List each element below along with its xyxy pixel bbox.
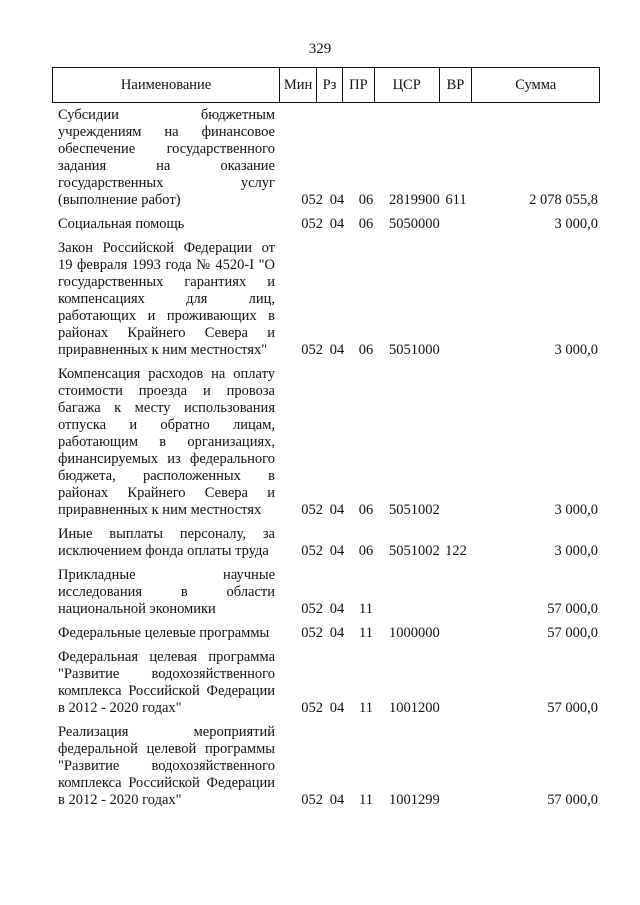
row-pr: 11 <box>359 601 373 617</box>
row-name: Субсидии бюджетным учреждениям на финансовое обеспечение государственного задания на оказание государственных услуг (выполнение работ) <box>58 107 275 208</box>
row-rz: 04 <box>329 216 345 232</box>
row-min: 052 <box>301 625 323 641</box>
row-name: Реализация мероприятий федеральной целевой программы "Развитие водохозяйственного комплекса Российской Федерации в 2012 - 2020 годах" <box>58 724 275 808</box>
table-row <box>52 724 600 809</box>
row-pr: 06 <box>358 216 374 232</box>
row-sum: 57 000,0 <box>547 792 598 808</box>
row-sum: 57 000,0 <box>547 625 598 641</box>
row-csr: 1001200 <box>389 700 440 716</box>
row-sum: 3 000,0 <box>554 216 598 232</box>
row-csr: 1001299 <box>389 792 440 808</box>
header-sum: Сумма <box>515 76 557 93</box>
row-rz: 04 <box>329 792 345 808</box>
row-sum: 3 000,0 <box>554 502 598 518</box>
row-csr: 5051000 <box>389 342 440 358</box>
page-number: 329 <box>308 41 332 57</box>
table-row <box>52 216 600 233</box>
row-min: 052 <box>301 700 323 716</box>
row-pr: 06 <box>358 543 374 559</box>
header-vr: ВР <box>440 68 473 102</box>
table-row <box>52 366 600 519</box>
row-csr: 2819900 <box>389 192 440 208</box>
row-csr: 5051002 <box>389 502 440 518</box>
row-min: 052 <box>301 342 323 358</box>
row-min: 052 <box>301 601 323 617</box>
table-row <box>52 526 600 560</box>
row-sum: 2 078 055,8 <box>529 192 598 208</box>
header-name: Наименование <box>53 68 280 102</box>
row-csr: 5050000 <box>389 216 440 232</box>
row-min: 052 <box>301 216 323 232</box>
row-min: 052 <box>301 502 323 518</box>
header-pr: ПР <box>343 68 375 102</box>
row-rz: 04 <box>329 502 345 518</box>
row-min: 052 <box>301 543 323 559</box>
row-min: 052 <box>301 792 323 808</box>
table-body <box>52 103 600 809</box>
header-min: Мин <box>280 68 317 102</box>
row-pr: 11 <box>359 625 373 641</box>
table-row <box>52 625 600 642</box>
row-pr: 06 <box>358 502 374 518</box>
table-row <box>52 649 600 717</box>
row-name: Социальная помощь <box>58 216 185 232</box>
row-sum: 57 000,0 <box>547 700 598 716</box>
row-csr: 1000000 <box>389 625 440 641</box>
row-name: Компенсация расходов на оплату стоимости проезда и провоза багажа к месту использования отпуска и обратно лицам, работающим в организациях, финансируемых из федерального бюджета, расположенных в районах Крайнего Севера и приравненных к ним местностях <box>58 366 275 518</box>
row-csr: 5051002 <box>389 543 440 559</box>
row-pr: 06 <box>358 342 374 358</box>
row-pr: 06 <box>358 192 374 208</box>
table-header <box>52 67 600 103</box>
row-sum: 3 000,0 <box>554 543 598 559</box>
row-name: Прикладные научные исследования в области национальной экономики <box>58 567 275 617</box>
row-sum: 3 000,0 <box>554 342 598 358</box>
row-sum: 57 000,0 <box>547 601 598 617</box>
row-name: Федеральная целевая программа "Развитие водохозяйственного комплекса Российской Федерации в 2012 - 2020 годах" <box>58 649 275 716</box>
table-row <box>52 567 600 618</box>
row-rz: 04 <box>329 342 345 358</box>
row-rz: 04 <box>329 700 345 716</box>
table-row <box>52 240 600 359</box>
header-rz: Рз <box>317 68 343 102</box>
row-rz: 04 <box>329 543 345 559</box>
row-pr: 11 <box>359 792 373 808</box>
row-pr: 11 <box>359 700 373 716</box>
row-rz: 04 <box>329 192 345 208</box>
row-name: Федеральные целевые программы <box>58 625 270 641</box>
row-vr: 122 <box>445 543 467 559</box>
header-csr: ЦСР <box>375 68 440 102</box>
table-row <box>52 107 600 209</box>
row-name: Закон Российской Федерации от 19 февраля 1993 года № 4520-I "О государственных гарантиях и компенсациях для лиц, работающих и проживающих в районах Крайнего Севера и приравненных к ним местностях" <box>58 240 275 358</box>
row-min: 052 <box>301 192 323 208</box>
row-name: Иные выплаты персоналу, за исключением фонда оплаты труда <box>58 526 275 559</box>
row-rz: 04 <box>329 601 345 617</box>
row-rz: 04 <box>329 625 345 641</box>
row-vr: 611 <box>445 192 467 208</box>
